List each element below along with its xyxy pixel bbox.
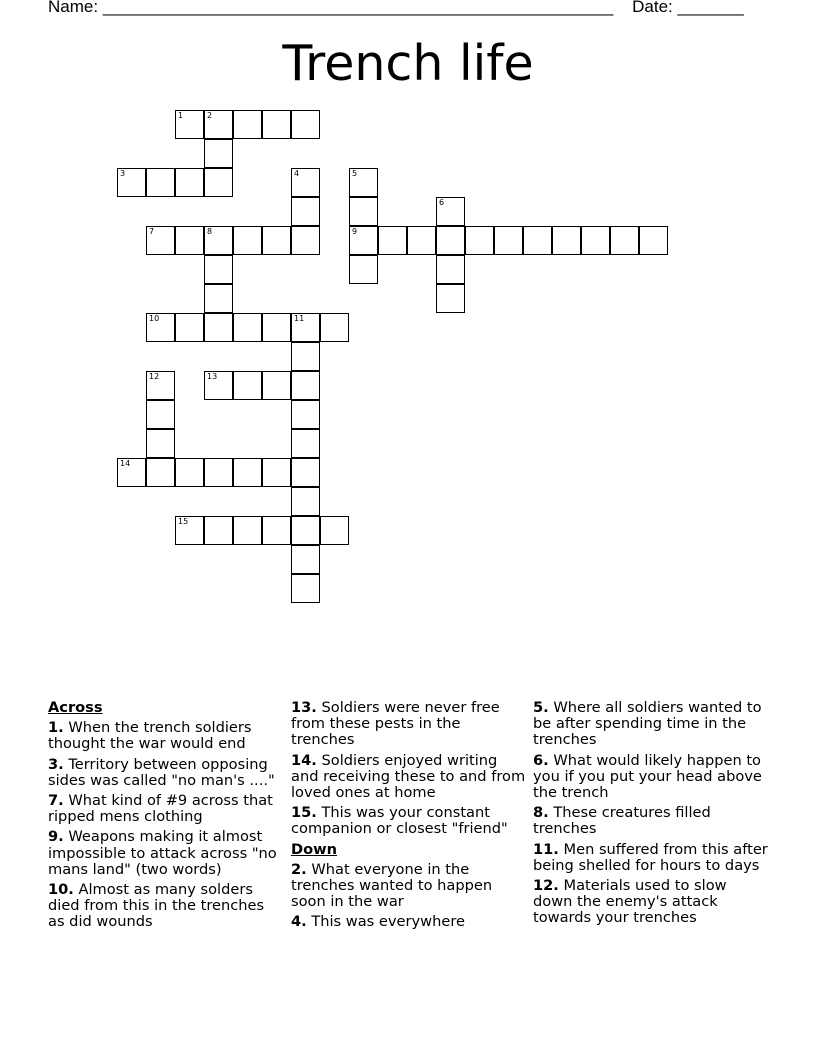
crossword-cell[interactable] bbox=[320, 516, 349, 545]
clue-across-7 bbox=[48, 793, 284, 825]
crossword-cell[interactable] bbox=[436, 284, 465, 313]
clue-down-12 bbox=[533, 878, 769, 927]
crossword-cell-12[interactable] bbox=[146, 371, 175, 400]
crossword-cell-7[interactable] bbox=[146, 226, 175, 255]
crossword-cell[interactable] bbox=[610, 226, 639, 255]
clue-number: 15. bbox=[291, 804, 317, 822]
clue-across-14 bbox=[291, 753, 527, 802]
crossword-cell[interactable] bbox=[552, 226, 581, 255]
cell-number: 7 bbox=[149, 227, 155, 236]
clue-text: Soldiers enjoyed writing and receiving these to and from loved ones at home bbox=[291, 751, 526, 802]
clue-text: This was your constant companion or closest "friend" bbox=[291, 804, 508, 838]
clue-across-3 bbox=[48, 757, 284, 789]
clue-text: What would likely happen to you if you put your head above the trench bbox=[533, 751, 762, 802]
cell-number: 6 bbox=[439, 198, 445, 207]
cell-number: 13 bbox=[207, 372, 218, 381]
crossword-cell[interactable] bbox=[175, 168, 204, 197]
clue-number: 7. bbox=[48, 792, 64, 810]
cell-number: 1 bbox=[178, 111, 184, 120]
crossword-cell[interactable] bbox=[291, 545, 320, 574]
crossword-cell[interactable] bbox=[436, 226, 465, 255]
crossword-cell[interactable] bbox=[291, 574, 320, 603]
crossword-cell-10[interactable] bbox=[146, 313, 175, 342]
clue-number: 8. bbox=[533, 804, 549, 822]
crossword-cell[interactable] bbox=[378, 226, 407, 255]
cell-number: 5 bbox=[352, 169, 358, 178]
crossword-cell-5[interactable] bbox=[349, 168, 378, 197]
crossword-cell[interactable] bbox=[262, 313, 291, 342]
cell-number: 4 bbox=[294, 169, 300, 178]
crossword-cell[interactable] bbox=[291, 371, 320, 400]
crossword-cell[interactable] bbox=[291, 429, 320, 458]
crossword-cell[interactable] bbox=[436, 255, 465, 284]
clue-number: 3. bbox=[48, 755, 64, 773]
crossword-cell[interactable] bbox=[233, 458, 262, 487]
down-heading: Down bbox=[291, 840, 338, 858]
cell-number: 10 bbox=[149, 314, 160, 323]
clue-text: This was everywhere bbox=[311, 913, 465, 931]
clue-number: 12. bbox=[533, 877, 559, 895]
crossword-cell[interactable] bbox=[291, 458, 320, 487]
crossword-cell[interactable] bbox=[639, 226, 668, 255]
crossword-cell[interactable] bbox=[349, 197, 378, 226]
clue-number: 1. bbox=[48, 719, 64, 737]
clue-down-8 bbox=[533, 805, 769, 837]
clue-down-6 bbox=[533, 753, 769, 802]
crossword-cell-4[interactable] bbox=[291, 168, 320, 197]
cell-number: 14 bbox=[120, 459, 131, 468]
clue-across-10 bbox=[48, 882, 284, 931]
clue-text: These creatures filled trenches bbox=[533, 804, 711, 838]
clue-down-11 bbox=[533, 842, 769, 874]
clue-column-1 bbox=[48, 700, 284, 935]
crossword-cell-13[interactable] bbox=[204, 371, 233, 400]
clue-across-1 bbox=[48, 720, 284, 752]
cell-number: 9 bbox=[352, 227, 358, 236]
crossword-cell[interactable] bbox=[407, 226, 436, 255]
crossword-cell[interactable] bbox=[204, 458, 233, 487]
crossword-cell[interactable] bbox=[233, 516, 262, 545]
clue-text: When the trench soldiers thought the war would end bbox=[48, 719, 252, 753]
crossword-cell[interactable] bbox=[204, 255, 233, 284]
clue-text: Soldiers were never free from these pests in the trenches bbox=[291, 699, 500, 749]
cell-number: 8 bbox=[207, 227, 213, 236]
clue-number: 11. bbox=[533, 840, 559, 858]
clue-number: 6. bbox=[533, 751, 549, 769]
crossword-cell[interactable] bbox=[291, 342, 320, 371]
crossword-cell[interactable] bbox=[262, 516, 291, 545]
crossword-cell[interactable] bbox=[204, 284, 233, 313]
crossword-cell-2[interactable] bbox=[204, 110, 233, 139]
name-blank: ______________________________________________________ bbox=[102, 0, 614, 16]
across-heading: Across bbox=[48, 699, 103, 716]
crossword-cell-3[interactable] bbox=[117, 168, 146, 197]
clue-number: 4. bbox=[291, 913, 307, 931]
crossword-cell[interactable] bbox=[291, 400, 320, 429]
crossword-cell[interactable] bbox=[204, 516, 233, 545]
clue-across-13 bbox=[291, 700, 527, 749]
crossword-cell[interactable] bbox=[204, 168, 233, 197]
crossword-cell-8[interactable] bbox=[204, 226, 233, 255]
crossword-cell-1[interactable] bbox=[175, 110, 204, 139]
clue-text: Men suffered from this after being shelled for hours to days bbox=[533, 840, 768, 874]
crossword-cell[interactable] bbox=[291, 487, 320, 516]
crossword-cell[interactable] bbox=[465, 226, 494, 255]
crossword-cell-15[interactable] bbox=[175, 516, 204, 545]
crossword-cell[interactable] bbox=[233, 371, 262, 400]
crossword-cell[interactable] bbox=[291, 226, 320, 255]
clue-text: Weapons making it almost impossible to attack across "no mans land" (two words) bbox=[48, 828, 277, 878]
crossword-cell[interactable] bbox=[262, 371, 291, 400]
clue-number: 13. bbox=[291, 699, 317, 716]
crossword-cell[interactable] bbox=[262, 226, 291, 255]
crossword-cell[interactable] bbox=[262, 458, 291, 487]
clue-text: What everyone in the trenches wanted to happen soon in the war bbox=[291, 860, 493, 911]
crossword-cell[interactable] bbox=[349, 255, 378, 284]
crossword-cell[interactable] bbox=[146, 429, 175, 458]
clue-across-15 bbox=[291, 805, 527, 837]
clue-down-2 bbox=[291, 862, 527, 911]
clue-number: 2. bbox=[291, 860, 307, 878]
date-label: Date: bbox=[632, 0, 673, 16]
clue-down-5 bbox=[533, 700, 769, 749]
clue-number: 5. bbox=[533, 699, 549, 716]
crossword-cell[interactable] bbox=[291, 516, 320, 545]
clue-number: 9. bbox=[48, 828, 64, 846]
cell-number: 15 bbox=[178, 517, 189, 526]
crossword-cell[interactable] bbox=[291, 110, 320, 139]
cell-number: 12 bbox=[149, 372, 160, 381]
crossword-cell[interactable] bbox=[204, 313, 233, 342]
clue-text: Where all soldiers wanted to be after spending time in the trenches bbox=[533, 699, 762, 749]
date-blank: _______ bbox=[677, 0, 744, 16]
crossword-cell[interactable] bbox=[262, 110, 291, 139]
cell-number: 11 bbox=[294, 314, 305, 323]
clue-across-9 bbox=[48, 829, 284, 878]
clue-text: Almost as many solders died from this in the trenches as did wounds bbox=[48, 881, 265, 931]
crossword-cell[interactable] bbox=[523, 226, 552, 255]
cell-number: 2 bbox=[207, 111, 213, 120]
crossword-cell[interactable] bbox=[233, 313, 262, 342]
clue-text: What kind of #9 across that ripped mens clothing bbox=[48, 792, 273, 826]
clue-text: Territory between opposing sides was called "no man's ...." bbox=[48, 755, 275, 789]
crossword-cell[interactable] bbox=[494, 226, 523, 255]
crossword-cell[interactable] bbox=[204, 139, 233, 168]
crossword-cell[interactable] bbox=[233, 226, 262, 255]
clue-column-3 bbox=[533, 700, 769, 931]
crossword-cell[interactable] bbox=[146, 168, 175, 197]
clue-column-2 bbox=[291, 700, 527, 935]
crossword-cell-9[interactable] bbox=[349, 226, 378, 255]
crossword-cell[interactable] bbox=[233, 110, 262, 139]
crossword-cell-14[interactable] bbox=[117, 458, 146, 487]
crossword-cell[interactable] bbox=[175, 313, 204, 342]
crossword-cell[interactable] bbox=[175, 458, 204, 487]
cell-number: 3 bbox=[120, 169, 126, 178]
crossword-cell[interactable] bbox=[146, 400, 175, 429]
clue-text: Materials used to slow down the enemy's attack towards your trenches bbox=[533, 877, 727, 927]
crossword-cell[interactable] bbox=[175, 226, 204, 255]
clue-down-4 bbox=[291, 914, 527, 930]
page-title: Trench life bbox=[282, 35, 534, 92]
crossword-cell[interactable] bbox=[581, 226, 610, 255]
crossword-cell-6[interactable] bbox=[436, 197, 465, 226]
crossword-cell[interactable] bbox=[146, 458, 175, 487]
clue-number: 14. bbox=[291, 751, 317, 769]
crossword-cell-11[interactable] bbox=[291, 313, 320, 342]
name-label: Name: bbox=[48, 0, 99, 16]
clue-number: 10. bbox=[48, 881, 74, 899]
crossword-cell[interactable] bbox=[320, 313, 349, 342]
crossword-cell[interactable] bbox=[291, 197, 320, 226]
